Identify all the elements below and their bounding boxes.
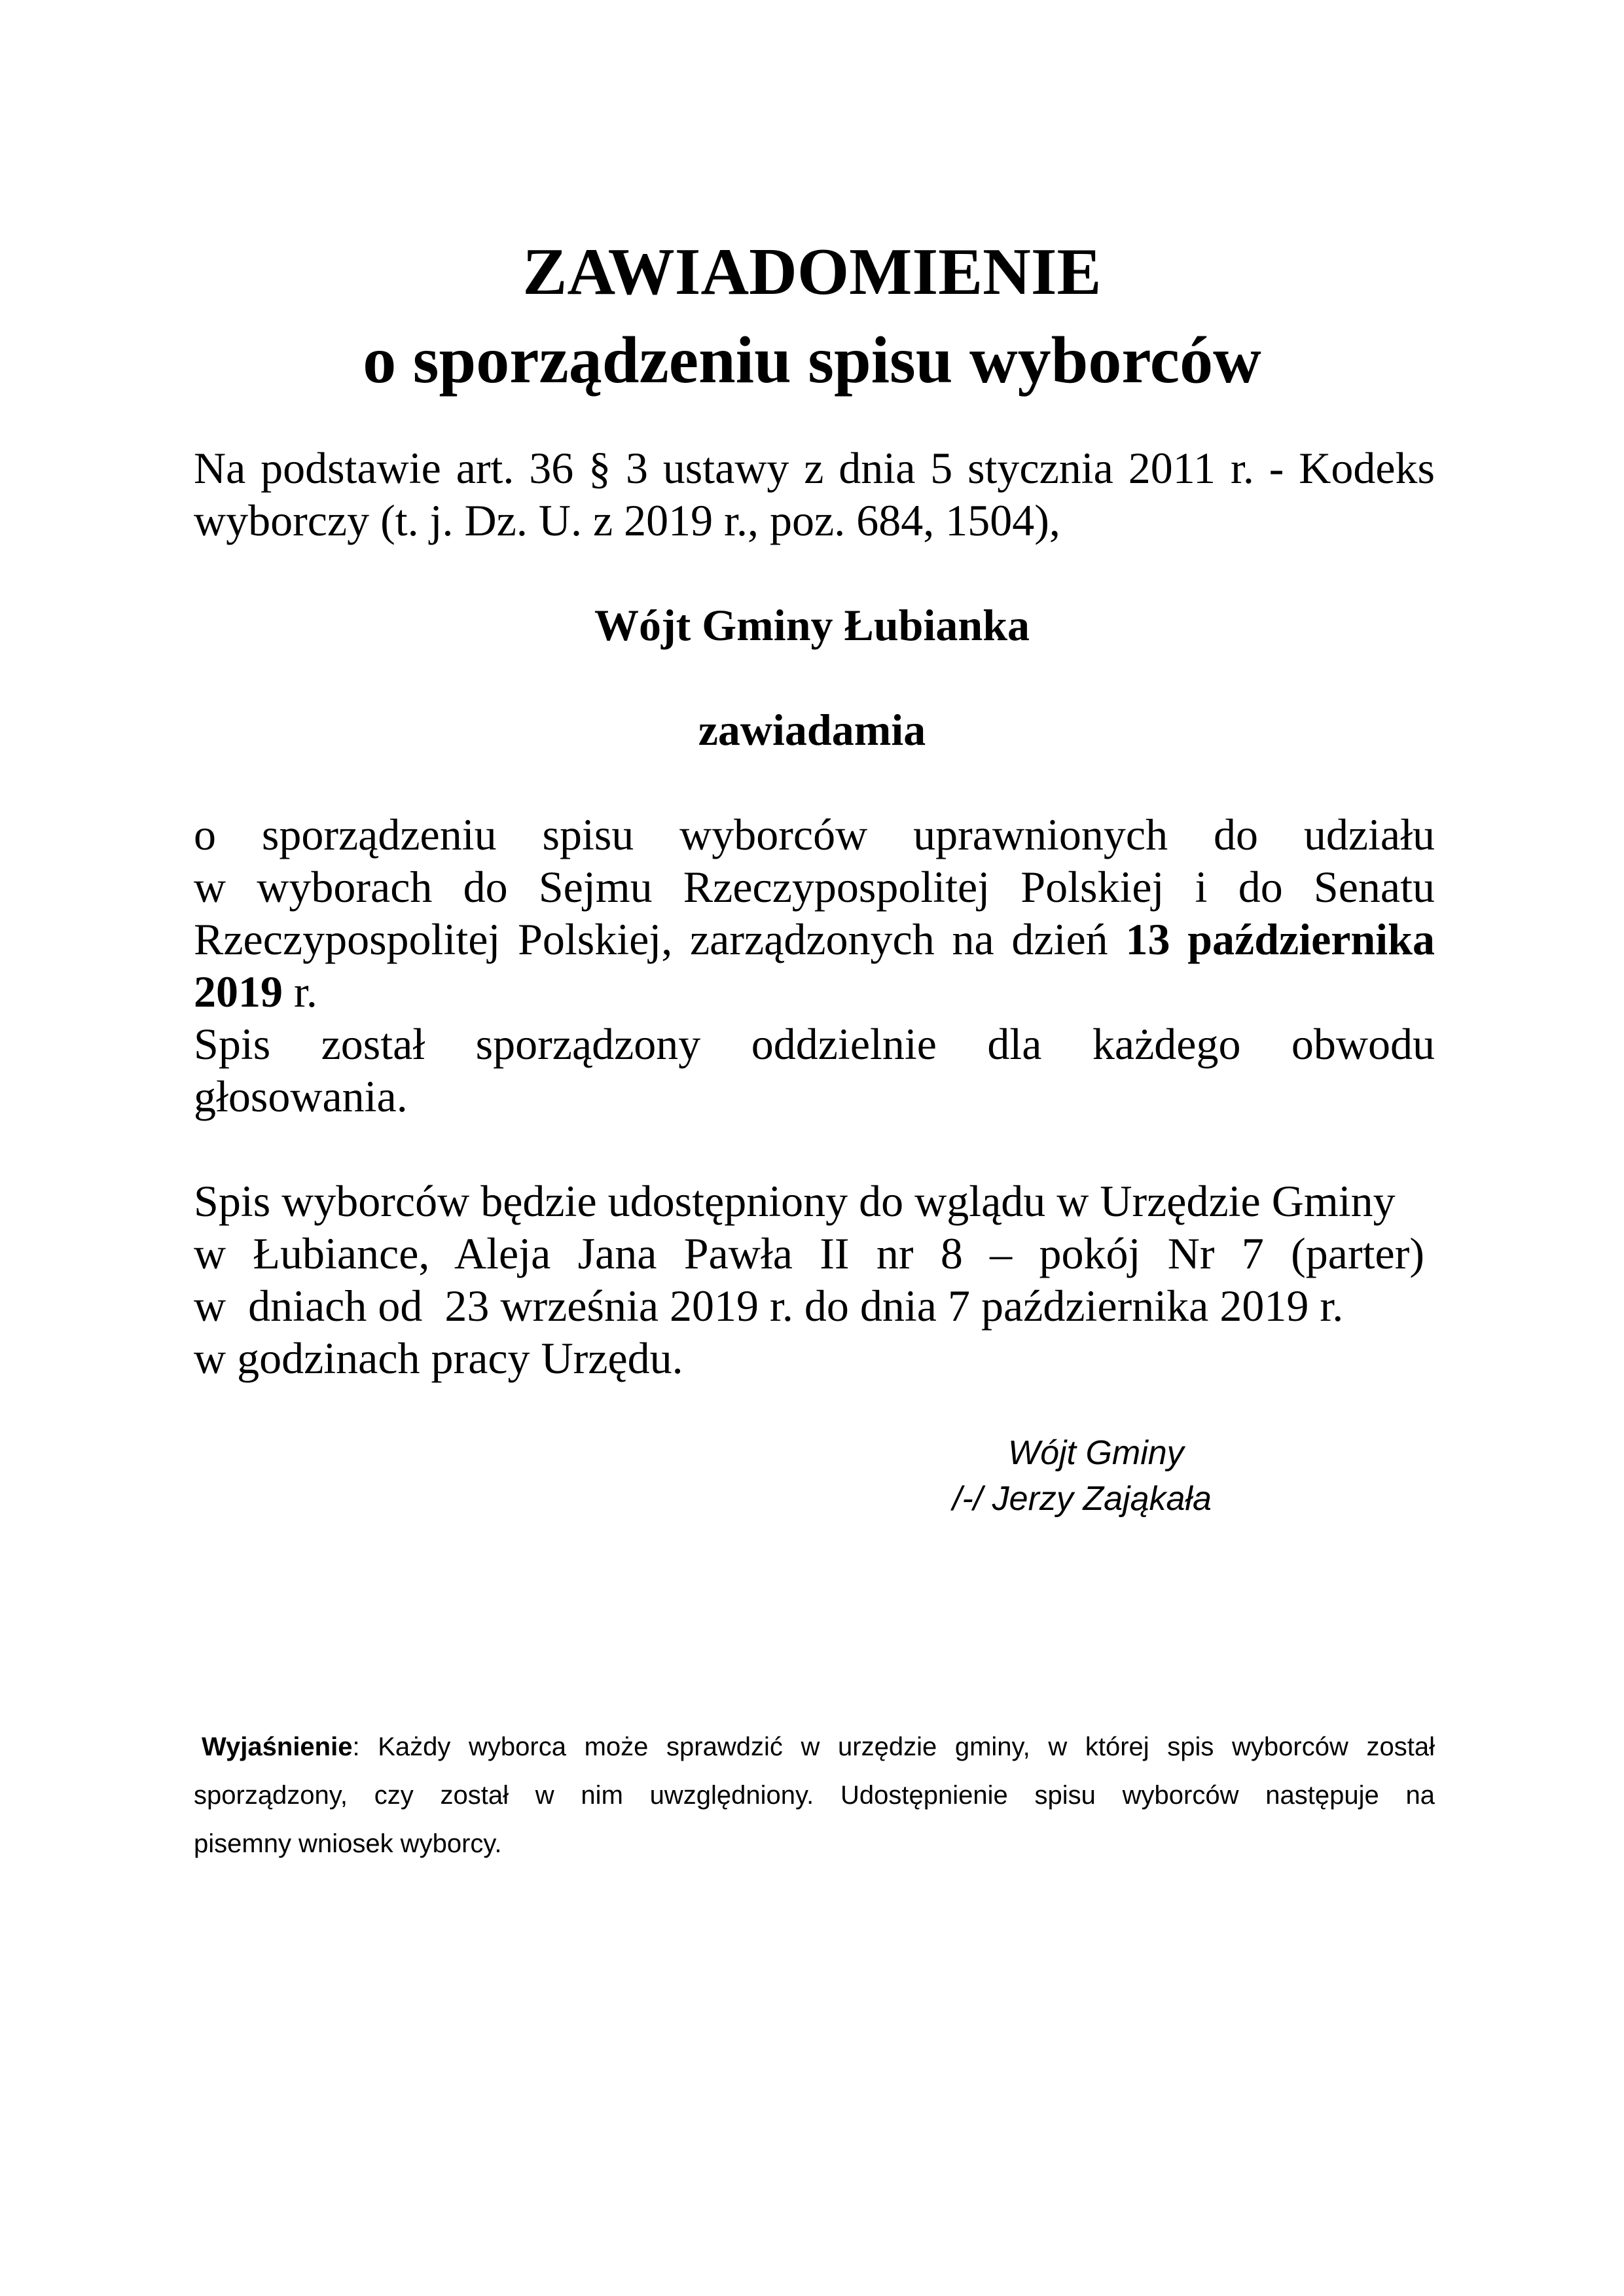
- election-date: 13 października: [1125, 914, 1435, 964]
- signature-name: /-/ Jerzy Zająkała: [952, 1480, 1212, 1518]
- availability-line-2: w Łubiance, Aleja Jana Pawła II nr 8 – pokój Nr 7 (parter): [194, 1229, 1424, 1278]
- availability-line-1: Spis wyborców będzie udostępniony do wglądu w Urzędzie Gminy: [194, 1176, 1396, 1226]
- notice-line-3-text: Rzeczypospolitej Polskiej, zarządzonych na dzień: [194, 914, 1108, 964]
- notice-line-2: w wyborach do Sejmu Rzeczypospolitej Polskiej i do Senatu: [194, 862, 1435, 912]
- signature-role: Wójt Gminy: [1008, 1434, 1184, 1472]
- notice-verb: zawiadamia: [698, 705, 926, 755]
- document-subtitle: o sporządzeniu spisu wyborców: [363, 323, 1261, 397]
- notice-line-4-suffix: r.: [283, 967, 317, 1016]
- explanation-line-3: pisemny wniosek wyborcy.: [194, 1829, 502, 1858]
- legal-basis-line-1: Na podstawie art. 36 § 3 ustawy z dnia 5 stycznia 2011 r. - Kodeks: [194, 443, 1435, 493]
- legal-basis-line-2: wyborczy (t. j. Dz. U. z 2019 r., poz. 684, 1504),: [194, 495, 1060, 545]
- election-year: 2019: [194, 967, 283, 1016]
- authority-name: Wójt Gminy Łubianka: [594, 600, 1030, 650]
- explanation-label: Wyjaśnienie: [202, 1732, 353, 1761]
- notice-line-5: Spis został sporządzony oddzielnie dla każdego obwodu: [194, 1019, 1435, 1069]
- explanation-line-2: sporządzony, czy został w nim uwzględniony. Udostępnienie spisu wyborców następuje na: [194, 1781, 1435, 1810]
- notice-line-3: [194, 913, 1435, 965]
- notice-line-6: głosowania.: [194, 1071, 408, 1121]
- document-title: ZAWIADOMIENIE: [522, 235, 1102, 309]
- explanation-line-1: [194, 1723, 1435, 1771]
- explanation-text-1: Każdy wyborca może sprawdzić w urzędzie gminy, w której spis wyborców został: [359, 1732, 1435, 1761]
- notice-line-1: o sporządzeniu spisu wyborców uprawnionych do udziału: [194, 810, 1435, 859]
- notice-line-4: [194, 965, 1435, 1018]
- availability-line-3: w dniach od 23 września 2019 r. do dnia 7 października 2019 r.: [194, 1281, 1344, 1331]
- availability-line-4: w godzinach pracy Urzędu.: [194, 1333, 683, 1383]
- explanation-colon: :: [352, 1732, 360, 1761]
